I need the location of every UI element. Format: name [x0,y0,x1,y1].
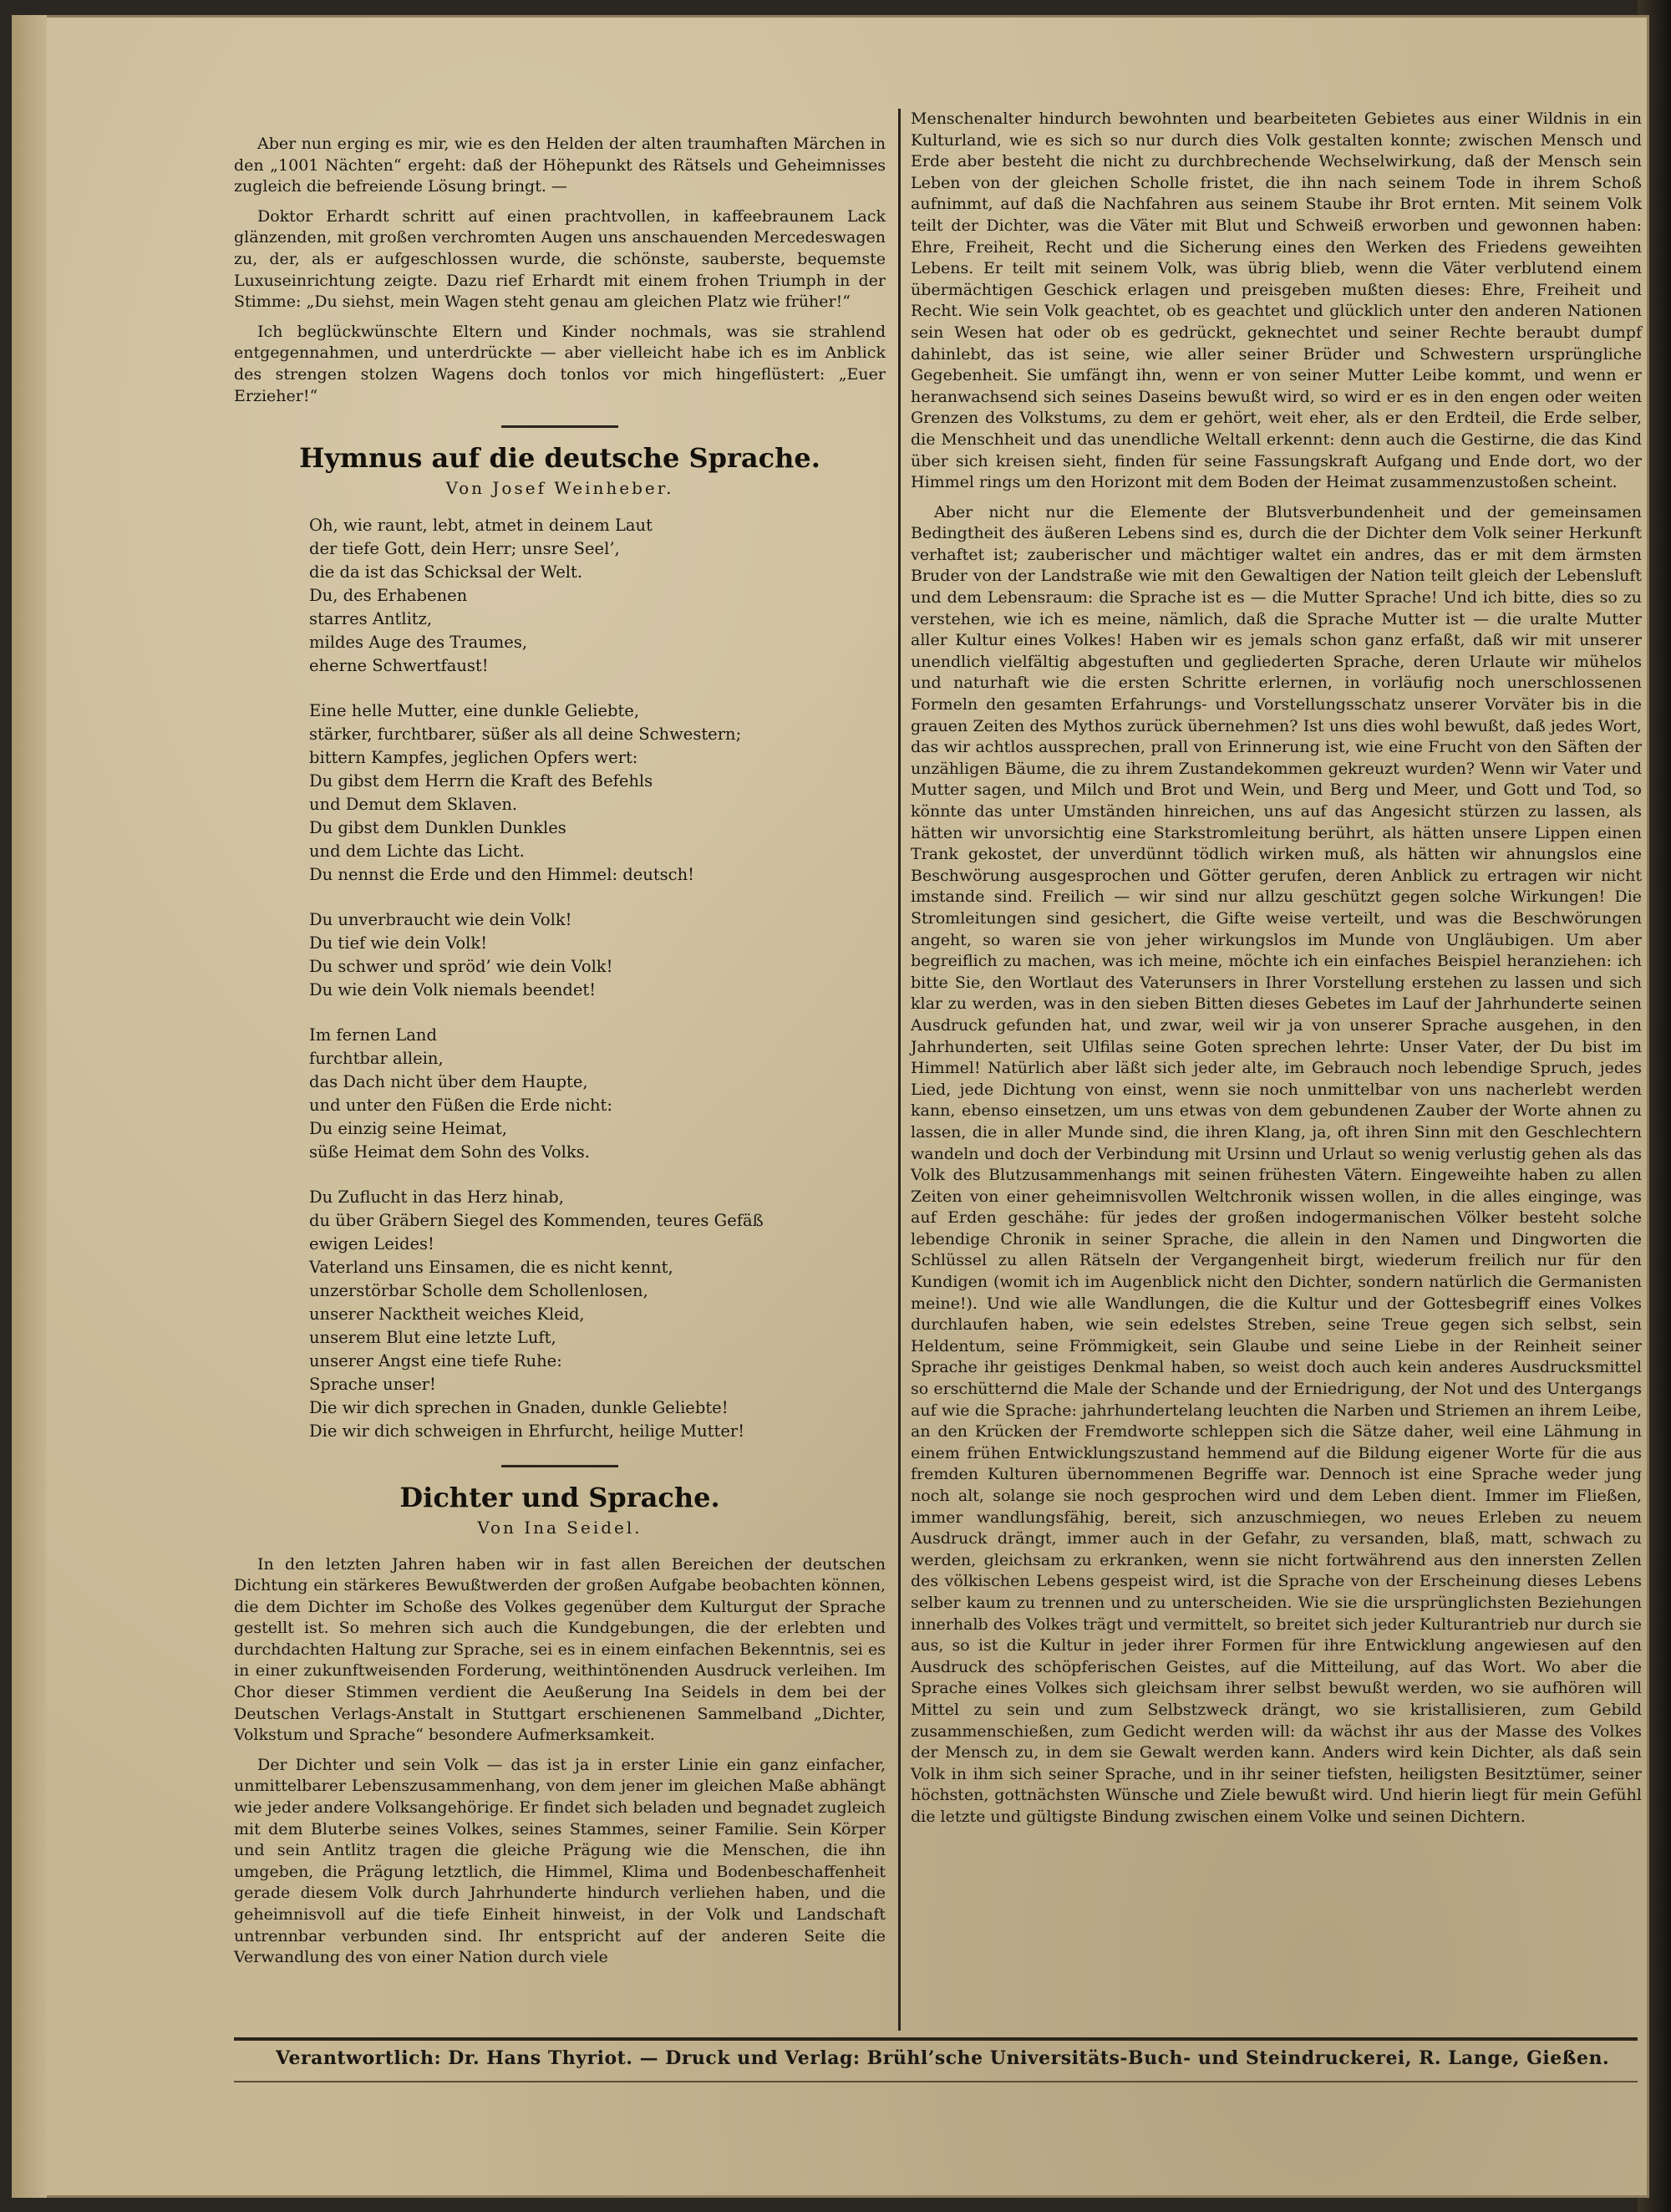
poem-line: Du gibst dem Dunklen Dunkles [309,818,566,838]
poem-line: Du einzig seine Heimat, [309,1119,507,1139]
poem-line: Im fernen Land [309,1025,437,1045]
poem-line: der tiefe Gott, dein Herr; unsre Seel’, [309,539,620,559]
footer-divider [234,2037,1638,2041]
hymn-byline: Von Josef Weinheber. [445,477,674,498]
poem-line: unserem Blut eine letzte Luft, [309,1328,556,1348]
poem-stanza-4 [309,1024,886,1164]
page-fold-edge [12,15,47,2198]
column-divider [898,109,901,2031]
poem-line: Die wir dich sprechen in Gnaden, dunkle Geliebte! [309,1398,729,1418]
poem-line: Du, des Erhabenen [309,586,468,606]
poem-line: und unter den Füßen die Erde nicht: [309,1096,612,1116]
poem-line: eherne Schwertfaust! [309,656,489,676]
section-divider [501,1465,618,1467]
poem-line: und dem Lichte das Licht. [309,842,525,862]
hymn-poem [309,514,886,1443]
intro-paragraph-2: Doktor Erhardt schritt auf einen prachtvollen, in kaffeebraunem Lack glänzenden, mit großen verchromten Augen uns anschauenden Mercedeswagen zu, der, als er aufgeschlossen wurde, die schönste, sauberste, bequemste Luxuseinrichtung zeigte. Dazu rief Erhardt mit einem frohen Triumph in der Stimme: „Du siehst, mein Wagen steht genau am gleichen Platz wie früher!“ [234,206,886,312]
poem-line: ewigen Leides! [309,1234,434,1254]
poem-line: die da ist das Schicksal der Welt. [309,562,583,582]
essay-paragraph-left: Der Dichter und sein Volk — das ist ja in erster Linie ein ganz einfacher, unmittelbarer Lebenszusammenhang, von dem jener im gleichen Maße abhängt wie jeder andere Volksangehörige. Er findet sich beladen und begnadet zugleich mit dem Bluterbe seines Volkes, seines Stammes, seiner Familie. Sein Körper und sein Antlitz tragen die gleiche Prägung wie die Menschen, die ihn umgeben, die Prägung letztlich, die Himmel, Klima und Bodenbeschaffenheit gerade diesem Volk durch Jahrhunderte hindurch verliehen haben, und die geheimnisvoll auf die tiefe Einheit hinweist, in der Volk und Landschaft untrennbar verbunden sind. Ihr entspricht auf der anderen Seite die Verwandlung des von einer Nation durch viele [234,1755,886,1967]
poem-line: Vaterland uns Einsamen, die es nicht kennt, [309,1258,673,1278]
imprint-footer: Verantwortlich: Dr. Hans Thyriot. — Druck und Verlag: Brühl’sche Universitäts-Buch- und Steindruckerei, R. Lange, Gießen. [276,2047,1610,2069]
right-column [911,109,1642,1837]
poem-line: Eine helle Mutter, eine dunkle Geliebte, [309,701,640,721]
poem-line: bittern Kampfes, jeglichen Opfers wert: [309,748,638,768]
intro-paragraph-3: Ich beglückwünschte Eltern und Kinder nochmals, was sie strahlend entgegennahmen, und unterdrückte — aber vielleicht habe ich es im Anblick des strengen stolzen Wagens doch tonlos vor mich hingeflüstert: „Euer Erzieher!“ [234,322,886,405]
poem-line: stärker, furchtbarer, süßer als all deine Schwestern; [309,725,742,745]
poem-line: unserer Angst eine tiefe Ruhe: [309,1351,562,1371]
hymn-title: Hymnus auf die deutsche Sprache. [299,442,820,475]
poem-stanza-2 [309,699,886,887]
section-divider [501,425,618,428]
poem-line: Du nennst die Erde und den Himmel: deutsch! [309,865,694,885]
poem-line: Du tief wie dein Volk! [309,933,488,953]
intro-paragraph-1: Aber nun erging es mir, wie es den Helden der alten traumhaften Märchen in den „1001 Nächten“ ergeht: daß der Höhepunkt des Rätsels und Geheimnisses zugleich die befreiende Lösung bringt. — [234,135,886,196]
poem-line: Die wir dich schweigen in Ehrfurcht, heilige Mutter! [309,1421,745,1442]
essay-paragraph-continued: Menschenalter hindurch bewohnten und bearbeiteten Gebietes aus einer Wildnis in ein Kulturland, wie es sich so nur durch dies Volk gestalten konnte; zwischen Mensch und Erde aber besteht die nicht zu durchbrechende Wechselwirkung, daß der Mensch sein Leben von der gleichen Scholle fristet, die ihn nach seinem Tode in ihrem Schoß aufnimmt, auf daß die Nachfahren aus seinem Staube ihr Brot ernten. Mit seinem Volk teilt der Dichter, was die Väter mit Blut und Schweiß erworben und gewonnen haben: Ehre, Freiheit, Recht und die Sicherung eines den Werken des Friedens geweihten Lebens. Er teilt mit seinem Volk, was übrig blieb, wenn die Väter verblutend einem übermächtigen Geschick erlagen und preisgeben mußten dieses: Ehre, Freiheit und Recht. Wie sein Volk geachtet, ob es geachtet und glücklich unter den anderen Nationen sein Wesen hat oder ob es gedrückt, geknechtet und seiner Rechte beraubt dumpf dahinlebt, das ist seine, wie aller seiner Brüder und Schwestern ursprüngliche Gegebenheit. Sie umfängt ihn, wenn er von seiner Mutter Leibe kommt, und wenn er heranwachsend sich seines Daseins bewußt wird, so wird er es in den engen oder weiten Grenzen des Volkstums, zu dem er gehört, weit eher, als er den Erdteil, die Erde selber, die Menschheit und das unendliche Weltall erkennt: denn auch die Gestirne, die das Kind über sich kreisen sieht, finden für seine Fassungskraft Aufgang und Ende dort, wo der Himmel rings um den Horizont mit dem Boden der Heimat zusammenzustoßen scheint. [911,109,1642,492]
poem-line: Du schwer und spröd’ wie dein Volk! [309,957,613,977]
poem-line: furchtbar allein, [309,1049,444,1069]
poem-line: Du Zuflucht in das Herz hinab, [309,1187,564,1208]
poem-stanza-3 [309,908,886,1002]
poem-line: du über Gräbern Siegel des Kommenden, teures Gefäß [309,1211,764,1231]
poem-line: Oh, wie raunt, lebt, atmet in deinem Laut [309,516,653,536]
poem-line: Du wie dein Volk niemals beendet! [309,980,597,1000]
essay-byline: Von Ina Seidel. [477,1517,642,1538]
essay-title: Dichter und Sprache. [399,1482,720,1514]
poem-stanza-5 [309,1186,886,1443]
left-column [234,134,886,1977]
essay-intro: In den letzten Jahren haben wir in fast allen Bereichen der deutschen Dichtung ein stärkeres Bewußtwerden der großen Aufgabe beobachten können, die dem Dichter im Schoße des Volkes gegenüber dem Kulturgut der Sprache gestellt ist. So mehren sich auch die Kundgebungen, die der erlebten und durchdachten Haltung zur Sprache, sei es in einem einfachen Bekenntnis, sei es in einer zukunftweisenden Forderung, weithintönenden Ausdruck verleihen. Im Chor dieser Stimmen verdient die Aeußerung Ina Seidels in dem bei der Deutschen Verlags-Anstalt in Stuttgart erschienenen Sammelband „Dichter, Volkstum und Sprache“ besondere Aufmerksamkeit. [234,1554,886,1745]
poem-line: mildes Auge des Traumes, [309,633,528,653]
poem-line: süße Heimat dem Sohn des Volks. [309,1142,590,1162]
poem-line: unzerstörbar Scholle dem Schollenlosen, [309,1281,648,1301]
poem-line: unserer Nacktheit weiches Kleid, [309,1304,585,1325]
poem-stanza-1 [309,514,886,678]
poem-line: Du unverbraucht wie dein Volk! [309,910,572,930]
poem-line: und Demut dem Sklaven. [309,795,518,815]
footer-bottom-rule [234,2081,1638,2082]
poem-line: das Dach nicht über dem Haupte, [309,1072,588,1092]
poem-line: Du gibst dem Herrn die Kraft des Befehls [309,771,653,791]
poem-line: Sprache unser! [309,1375,436,1395]
essay-paragraph: Aber nicht nur die Elemente der Blutsverbundenheit und der gemeinsamen Bedingtheit des äußeren Lebens sind es, durch die der Dichter dem Volk seiner Herkunft verhaftet ist; zauberischer und mächtiger waltet ein andres, das er mit dem ärmsten Bruder von der Landstraße wie mit den Gewaltigen der Nation teilt gleich der Lebensluft und dem Lebensraum: die Sprache ist es — die Mutter Sprache! Und ich bitte, dies so zu verstehen, wie ich es meine, nämlich, daß die Sprache Mutter ist — die uralte Mutter aller Kultur eines Volkes! Haben wir es jemals schon ganz erfaßt, daß wir mit unserer unendlich vielfältig abgestuften und gegliederten Sprache, deren Urlaute wir mühelos und naturhaft wie die ersten Schritte erlernen, in vorläufig noch unerschlossenen Formeln den gesamten Erfahrungs- und Vorstellungsschatz unserer Vorväter bis in die grauen Zeiten des Mythos zurück übernehmen? Ist uns dies wohl bewußt, daß jedes Wort, das wir achtlos aussprechen, prall von Erinnerung ist, wie eine Frucht von den Säften der unzähligen Bäume, die zu ihrem Zustandekommen gekreuzt wurden? Wenn wir Vater und Mutter sagen, und Milch und Brot und Wein, und Berg und Meer, und Gott und Tod, so könnte das unter Umständen hinreichen, uns auf das Angesicht stürzen zu lassen, als hätten wir unvorsichtig eine Starkstromleitung berührt, als hätten unsere Lippen einen Trank gekostet, der unverdünnt tödlich wirken muß, als hätten wir ahnungslos eine Beschwörung ausgesprochen und Götter gerufen, deren Anblick zu ertragen wir nicht imstande sind. Freilich — wir sind nur allzu geschützt gegen solche Wirkungen! Die Stromleitungen sind gesichert, die Gifte weise verteilt, und was die Beschwörungen angeht, so waren sie von jeher wirkungslos im Munde von Ungläubigen. Um aber begreiflich zu machen, was ich meine, möchte ich ein einfaches Beispiel heranziehen: ich bitte Sie, den Wortlaut des Vaterunsers in Ihrer Vorstellung erstehen zu lassen und sich klar zu werden, was in den sieben Bitten dieses Gebetes im Lauf der Jahrhunderte seinen Ausdruck gefunden hat, und zwar, weil wir ja von unserer Sprache ausgehen, in den Jahrhunderten, seit Ulfilas seine Goten sprechen lehrte: Unser Vater, der Du bist im Himmel! Natürlich aber läßt sich jeder alte, im Gebrauch noch lebendige Spruch, jedes Lied, jede Dichtung von einst, wenn sie noch unmittelbar von uns nacherlebt werden kann, ebenso einsetzen, um uns etwas von dem gebundenen Zauber der Worte ahnen zu lassen, die in aller Munde sind, die ihren Klang, ja, oft ihren Sinn mit den Geschlechtern wandeln und doch der Verbindung mit Ursinn und Urlaut so wenig verlustig gehen als das Volk des Blutzusammenhangs mit seinen frühesten Vätern. Eingeweihte haben zu allen Zeiten von einer geheimnisvollen Weltchronik wissen wollen, in die alles einginge, was auf Erden geschähe: für jedes der großen indogermanischen Völker besteht solche lebendige Chronik in seiner Sprache, die allein in den Namen und Dingworten die Schlüssel zu allen Rätseln der Vergangenheit birgt, wiederum freilich nur für den Kundigen (womit ich im Augenblick nicht den Dichter, sondern natürlich die Germanisten meine!). Und wie alle Wandlungen, die die Kultur und der Gottesbegriff eines Volkes durchlaufen haben, wie sein edelstes Streben, seine Treue gegen sich selbst, sein Heldentum, seine Frömmigkeit, sein Glaube und seine Liebe in der Reinheit seiner Sprache ihr geistiges Denkmal haben, so weist doch auch kein anderes Ausdrucksmittel so erschütternd die Male der Schande und der Erniedrigung, der Not und des Untergangs auf wie die Sprache: jahrhundertelang leuchten die Narben und Striemen an ihrem Leibe, an den Krücken der Fremdworte schleppen sich die Sätze daher, weil eine Lähmung in einem frühen Entwicklungszustand hemmend auf die Bildung eigener Worte für die aus fremden Kulturen übernommenen Begriffe war. Dennoch ist eine Sprache weder jung noch alt, solange sie noch gesprochen wird und dem Leben dient. Immer im Fließen, immer wandlungsfähig, bereit, sich anzuschmiegen, wo neues Erleben zu neuem Ausdruck drängt, immer auch in der Gefahr, zu versanden, blaß, matt, schwach zu werden, gleichsam zu erkranken, wenn sie nicht fortwährend aus den innersten Zellen des völkischen Lebens gespeist wird, ist die Sprache von der Erscheinung dieses Lebens selber kaum zu trennen und zu unterscheiden. Wie sie die ursprünglichsten Beziehungen innerhalb des Volkes trägt und vermittelt, so breitet sich jeder Kulturantrieb nur durch sie aus, so ist die Kultur in jeder ihrer Formen für ihre Entwicklung angewiesen auf den Ausdruck des schöpferischen Geistes, auf die Mitteilung, auf das Wort. Wo aber die Sprache eines Volkes sich gleichsam ihrer selbst bewußt werden, wo sie aufhören will Mittel zu sein und zum Selbstzweck drängt, wo sie kristallisieren, zum Gebild zusammenschießen, zum Gedicht werden will: da wächst ihr aus der Masse des Volkes der Mensch zu, in dem sie Gewalt werden kann. Anders wird kein Dichter, als daß sein Volk in ihm sich seiner Sprache, und in ihr seiner tiefsten, heiligsten Besitztümer, seiner höchsten, gottnächsten Wünsche und Ziele bewußt wird. Und hierin liegt für mein Gefühl die letzte und gültigste Bindung zwischen einem Volke und seinen Dichtern. [911,502,1642,1826]
poem-line: starres Antlitz, [309,609,433,629]
